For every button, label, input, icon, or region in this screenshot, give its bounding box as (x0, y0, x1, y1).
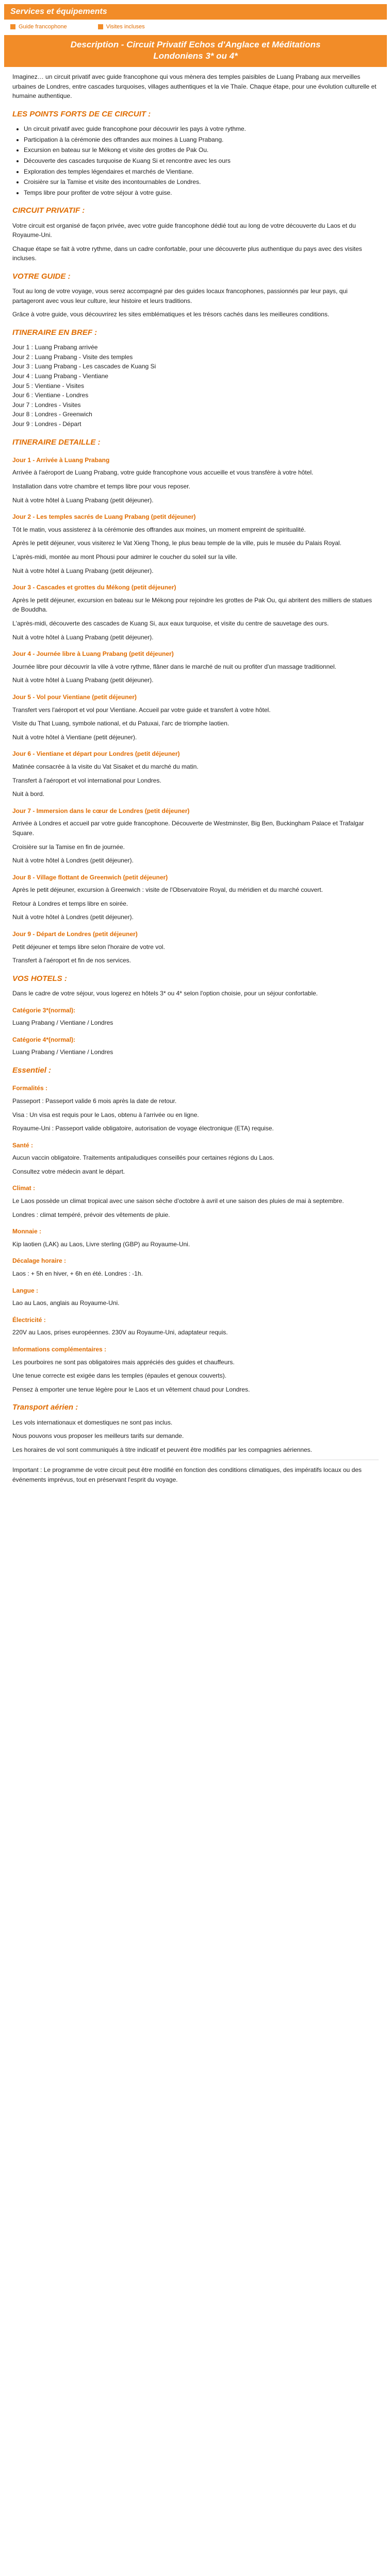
description-title (4, 35, 387, 67)
paragraph: Nuit à votre hôtel à Vientiane (petit déjeuner). (12, 733, 137, 741)
paragraph: Nuit à bord. (12, 790, 45, 798)
brief-item: Jour 3 : Luang Prabang - Les cascades de Kuang Si (12, 363, 156, 370)
final-note: Important : Le programme de votre circuit peut être modifié en fonction des conditions climatiques, des impératifs locaux ou des événements imprévus, tout en préservant l'esprit du voyage. (12, 1466, 362, 1483)
paragraph: Visa : Un visa est requis pour le Laos, obtenu à l'arrivée ou en ligne. (12, 1111, 199, 1118)
formalities-title: Formalités : (12, 1084, 48, 1092)
paragraph: Le Laos possède un climat tropical avec une saison sèche d'octobre à avril et une saison des pluies de mai à septembre. (12, 1197, 344, 1205)
paragraph: Nous pouvons vous proposer les meilleurs tarifs sur demande. (12, 1432, 184, 1440)
day-section (12, 512, 379, 575)
list-item: • Temps libre pour profiter de votre séjour à votre guise. (24, 188, 379, 198)
paragraph: Une tenue correcte est exigée dans les temples (épaules et genoux couverts). (12, 1372, 226, 1380)
brief-item: Jour 4 : Luang Prabang - Vientiane (12, 372, 108, 380)
day-title: Jour 9 - Départ de Londres (petit déjeuner) (12, 930, 138, 938)
visits-label: Visites incluses (106, 24, 145, 30)
day-title: Jour 1 - Arrivée à Luang Prabang (12, 456, 110, 464)
paragraph: Nuit à votre hôtel à Londres (petit déjeuner). (12, 913, 134, 921)
time-title: Décalage horaire : (12, 1257, 67, 1265)
paragraph: Installation dans votre chambre et temps libre pour vous reposer. (12, 483, 190, 490)
day-title: Jour 3 - Cascades et grottes du Mékong (petit déjeuner) (12, 584, 176, 591)
paragraph: Nuit à votre hôtel à Luang Prabang (petit déjeuner). (12, 676, 154, 684)
paragraph: Arrivée à Londres et accueil par votre guide francophone. Découverte de Westminster, Big Ben, Buckingham Palace et Trafalgar Square. (12, 820, 364, 837)
guide-label: Guide francophone (19, 24, 67, 30)
visits-icon (98, 24, 103, 29)
brief-item: Jour 5 : Vientiane - Visites (12, 382, 84, 389)
paragraph: Après le petit déjeuner, excursion à Greenwich : visite de l'Observatoire Royal, du méridien et du marché couvert. (12, 886, 323, 894)
points-list (12, 124, 379, 197)
paragraph: Les vols internationaux et domestiques ne sont pas inclus. (12, 1418, 173, 1426)
paragraph: Arrivée à l'aéroport de Luang Prabang, votre guide francophone vous accueille et vous transfère à votre hôtel. (12, 469, 314, 477)
paragraph: Nuit à votre hôtel à Londres (petit déjeuner). (12, 857, 134, 865)
transport-title: Transport aérien : (12, 1403, 78, 1412)
day-section (12, 649, 379, 685)
paragraph: Dans le cadre de votre séjour, vous logerez en hôtels 3* ou 4* selon l'option choisie, pour un séjour confortable. (12, 990, 318, 997)
paragraph: Petit déjeuner et temps libre selon l'horaire de votre vol. (12, 943, 165, 951)
guide-item (10, 24, 67, 30)
brief-item: Jour 7 : Londres - Visites (12, 401, 81, 409)
circuit-title: CIRCUIT PRIVATIF : (12, 206, 85, 215)
paragraph: Après le petit déjeuner, excursion en bateau sur le Mékong pour rejoindre les grottes de Pak Ou, qui abritent des milliers de statues de Bouddha. (12, 596, 372, 614)
hotel-category-3: Catégorie 3*(normal): (12, 1006, 76, 1014)
list-item: • Participation à la cérémonie des offrandes aux moines à Luang Prabang. (24, 135, 379, 145)
title-line-1: Description - Circuit Privatif Echos d'Anglace et Méditations (70, 40, 321, 49)
day-section (12, 873, 379, 922)
climate-title: Climat : (12, 1184, 36, 1192)
paragraph: Luang Prabang / Vientiane / Londres (12, 1019, 113, 1027)
paragraph: Transfert à l'aéroport et fin de nos services. (12, 957, 131, 964)
page (0, 4, 391, 1494)
day-title: Jour 6 - Vientiane et départ pour Londres (petit déjeuner) (12, 750, 180, 758)
paragraph: Les pourboires ne sont pas obligatoires mais appréciés des guides et chauffeurs. (12, 1358, 235, 1366)
guide-title: VOTRE GUIDE : (12, 272, 71, 281)
brief-item: Jour 9 : Londres - Départ (12, 420, 82, 428)
services-band: Services et équipements (4, 4, 387, 20)
paragraph: Visite du That Luang, symbole national, et du Patuxai, l'arc de triomphe laotien. (12, 720, 230, 727)
paragraph: Nuit à votre hôtel à Luang Prabang (petit déjeuner). (12, 633, 154, 641)
paragraph: 220V au Laos, prises européennes. 230V au Royaume-Uni, adaptateur requis. (12, 1329, 228, 1336)
day-section (12, 749, 379, 799)
brief-item: Jour 6 : Vientiane - Londres (12, 392, 89, 399)
day-title: Jour 7 - Immersion dans le cœur de Londres (petit déjeuner) (12, 807, 190, 815)
language-title: Langue : (12, 1286, 38, 1294)
info-title: Informations complémentaires : (12, 1346, 107, 1353)
day-section (12, 455, 379, 505)
day-title: Jour 8 - Village flottant de Greenwich (petit déjeuner) (12, 873, 168, 881)
itinerary-brief (12, 343, 379, 429)
electricity-title: Électricité : (12, 1316, 46, 1324)
day-title: Jour 5 - Vol pour Vientiane (petit déjeuner) (12, 693, 137, 701)
content (0, 67, 391, 1494)
money-title: Monnaie : (12, 1228, 41, 1235)
list-item: • Croisière sur la Tamise et visite des incontournables de Londres. (24, 177, 379, 187)
itinerary-detail-title: ITINERAIRE DETAILLE : (12, 437, 101, 447)
paragraph: Chaque étape se fait à votre rythme, dans un cadre confortable, pour une découverte plus authentique du pays avec des visites incluses. (12, 245, 362, 262)
paragraph: Royaume-Uni : Passeport valide obligatoire, autorisation de voyage électronique (ETA) requise. (12, 1125, 274, 1132)
paragraph: Luang Prabang / Vientiane / Londres (12, 1048, 113, 1056)
essential-title: Essentiel : (12, 1066, 52, 1075)
paragraph: Tôt le matin, vous assisterez à la cérémonie des offrandes aux moines, un moment empreint de spiritualité. (12, 526, 306, 533)
health-title: Santé : (12, 1141, 34, 1149)
hotels-title: VOS HOTELS : (12, 974, 67, 983)
paragraph: Matinée consacrée à la visite du Vat Sisaket et du marché du matin. (12, 762, 199, 770)
paragraph: Votre circuit est organisé de façon privée, avec votre guide francophone dédié tout au long de votre découverte du Laos et du Royaume-Uni. (12, 222, 356, 239)
list-item: • Excursion en bateau sur le Mékong et visite des grottes de Pak Ou. (24, 145, 379, 155)
paragraph: Transfert vers l'aéroport et vol pour Vientiane. Accueil par votre guide et transfert à votre hôtel. (12, 706, 271, 714)
paragraph: Journée libre pour découvrir la ville à votre rythme, flâner dans le marché de nuit ou profiter d'un massage traditionnel. (12, 663, 336, 670)
paragraph: Aucun vaccin obligatoire. Traitements antipaludiques conseillés pour certaines régions du Laos. (12, 1154, 274, 1162)
day-section (12, 806, 379, 866)
paragraph: L'après-midi, montée au mont Phousi pour admirer le coucher du soleil sur la ville. (12, 553, 237, 561)
guide-icon (10, 24, 15, 29)
intro-text: Imaginez… un circuit privatif avec guide francophone qui vous mènera des temples paisibles de Luang Prabang aux merveilles urbaines de Londres, entre cascades turquoises, villages authentiques et la vie Thaïe. Chaque étape, pour une évolution culturelle et humaine authentique. (12, 73, 377, 100)
paragraph: Nuit à votre hôtel à Luang Prabang (petit déjeuner). (12, 496, 154, 504)
paragraph: Pensez à emporter une tenue légère pour le Laos et un vêtement chaud pour Londres. (12, 1385, 250, 1393)
day-title: Jour 4 - Journée libre à Luang Prabang (petit déjeuner) (12, 650, 174, 658)
paragraph: Transfert à l'aéroport et vol international pour Londres. (12, 776, 161, 784)
paragraph: Lao au Laos, anglais au Royaume-Uni. (12, 1299, 120, 1307)
brief-item: Jour 2 : Luang Prabang - Visite des temples (12, 353, 133, 361)
day-section (12, 929, 379, 965)
points-title: LES POINTS FORTS DE CE CIRCUIT : (12, 109, 151, 118)
paragraph: Grâce à votre guide, vous découvrirez les sites emblématiques et les trésors cachés dans les meilleures conditions. (12, 311, 330, 318)
paragraph: Nuit à votre hôtel à Luang Prabang (petit déjeuner). (12, 567, 154, 574)
day-section (12, 583, 379, 642)
paragraph: Kip laotien (LAK) au Laos, Livre sterling (GBP) au Royaume-Uni. (12, 1240, 190, 1248)
paragraph: Retour à Londres et temps libre en soirée. (12, 900, 128, 907)
paragraph: L'après-midi, découverte des cascades de Kuang Si, aux eaux turquoise, et visite du centre de sauvetage des ours. (12, 620, 329, 627)
list-item: • Découverte des cascades turquoise de Kuang Si et rencontre avec les ours (24, 156, 379, 166)
title-line-2: Londoniens 3* ou 4* (153, 51, 238, 61)
paragraph: Laos : + 5h en hiver, + 6h en été. Londres : -1h. (12, 1270, 143, 1278)
paragraph: Consultez votre médecin avant le départ. (12, 1167, 125, 1175)
day-title: Jour 2 - Les temples sacrés de Luang Prabang (petit déjeuner) (12, 513, 196, 521)
list-item: • Exploration des temples légendaires et marchés de Vientiane. (24, 167, 379, 177)
list-item: • Un circuit privatif avec guide francophone pour découvrir les pays à votre rythme. (24, 124, 379, 134)
paragraph: Londres : climat tempéré, prévoir des vêtements de pluie. (12, 1211, 170, 1218)
paragraph: Croisière sur la Tamise en fin de journée. (12, 843, 125, 851)
paragraph: Les horaires de vol sont communiqués à titre indicatif et peuvent être modifiés par les compagnies aériennes. (12, 1446, 312, 1453)
visits-item (98, 24, 145, 30)
brief-item: Jour 1 : Luang Prabang arrivée (12, 344, 98, 351)
brief-item: Jour 8 : Londres - Greenwich (12, 411, 92, 418)
paragraph: Après le petit déjeuner, vous visiterez le Vat Xieng Thong, le plus beau temple de la ville, puis le musée du Palais Royal. (12, 539, 341, 547)
paragraph: Tout au long de votre voyage, vous serez accompagné par des guides locaux francophones, passionnés par leur pays, qui partageront avec vous leur culture, leur histoire et leurs traditions. (12, 287, 348, 304)
day-section (12, 692, 379, 742)
itinerary-brief-title: ITINERAIRE EN BREF : (12, 328, 97, 337)
hotel-category-4: Catégorie 4*(normal): (12, 1036, 76, 1043)
paragraph: Passeport : Passeport valide 6 mois après la date de retour. (12, 1097, 177, 1105)
guides-row (0, 20, 391, 35)
